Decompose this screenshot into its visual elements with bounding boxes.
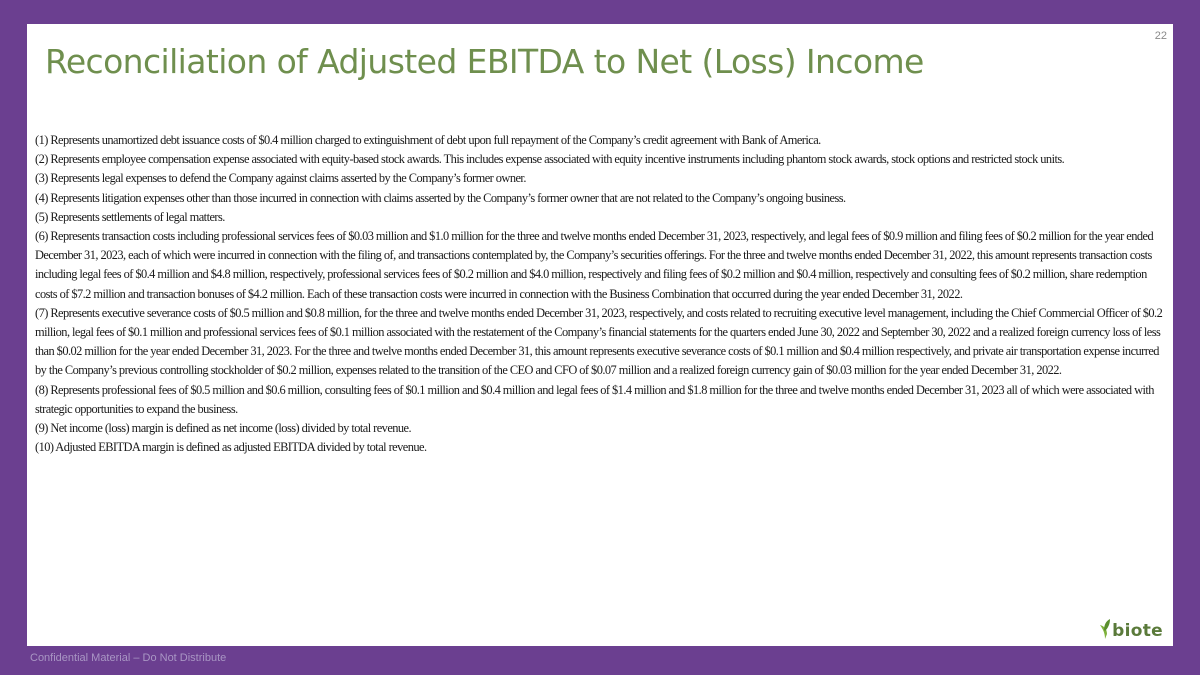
footnote-9: (9) Net income (loss) margin is defined as net income (loss) divided by total revenue. [35,421,412,436]
footnote-5: (5) Represents settlements of legal matters. [35,209,225,224]
footnote-7: (7) Represents executive severance costs of $0.5 million and $0.8 million, for the three and twelve months ended December 31, 2023, respectively, and costs related to recruiting executive level management, including the Chief Commercial Officer of $0.2 million, legal fees of $0.1 million and professional services fees of $0.1 million associated with the restatement of the Company’s financial statements for the quarters ended June 30, 2022 and September 30, 2022 and a realized foreign currency loss of less than $0.02 million for the year ended December 31, 2023. For the three and twelve months ended December 31, this amount represents executive severance costs of $0.1 million and $0.4 million respectively, and private air transportation expense incurred by the Company’s previous controlling stockholder of $0.2 million, expenses related to the transition of the CEO and CFO of $0.07 million and a realized foreign currency gain of $0.03 million for the year ended December 31, 2022. [35,305,1163,378]
footnote-8: (8) Represents professional fees of $0.5 million and $0.6 million, consulting fees of $0.1 million and $0.4 million and legal fees of $1.4 million and $1.8 million for the three and twelve months ended December 31, 2023 all of which were associated with strategic opportunities to expand the business. [35,382,1154,416]
footnote-10: (10) Adjusted EBITDA margin is defined as adjusted EBITDA divided by total revenue. [35,440,427,455]
footnote-4: (4) Represents litigation expenses other than those incurred in connection with claims asserted by the Company’s former owner that are not related to the Company’s ongoing business. [35,190,846,205]
footnote-1: (1) Represents unamortized debt issuance costs of $0.4 million charged to extinguishment of debt upon full repayment of the Company’s credit agreement with Bank of America. [35,133,821,147]
confidential-notice: Confidential Material – Do Not Distribute [30,652,227,664]
biote-logo [1098,618,1163,640]
slide-panel [27,24,1173,646]
footnotes [35,131,1165,457]
footnote-3: (3) Represents legal expenses to defend the Company against claims asserted by the Company’s former owner. [35,171,526,186]
slide-title: Reconciliation of Adjusted EBITDA to Net (Loss) Income [45,42,924,81]
leaf-icon [1098,618,1112,640]
footnote-6: (6) Represents transaction costs including professional services fees of $0.03 million and $1.0 million for the three and twelve months ended December 31, 2023, respectively, and legal fees of $0.9 million and filing fees of $0.2 million for the year ended December 31, 2023, each of which were incurred in connection with the filing of, and transactions contemplated by, the Company’s securities offerings. For the three and twelve months ended December 31, 2022, this amount represents transaction costs including legal fees of $0.4 million and $4.8 million, respectively, professional services fees of $0.2 million and $4.0 million, respectively and filing fees of $0.2 million and $0.4 million, respectively and consulting fees of $0.2 million, share redemption costs of $7.2 million and transaction bonuses of $4.2 million. Each of these transaction costs were incurred in connection with the Business Combination that occurred during the year ended December 31, 2022. [35,229,1154,301]
logo-text: biote [1112,621,1163,641]
footnote-2: (2) Represents employee compensation expense associated with equity-based stock awards. This includes expense associated with equity incentive instruments including phantom stock awards, stock options and restricted stock units. [35,152,1065,167]
page-number: 22 [1154,30,1167,42]
